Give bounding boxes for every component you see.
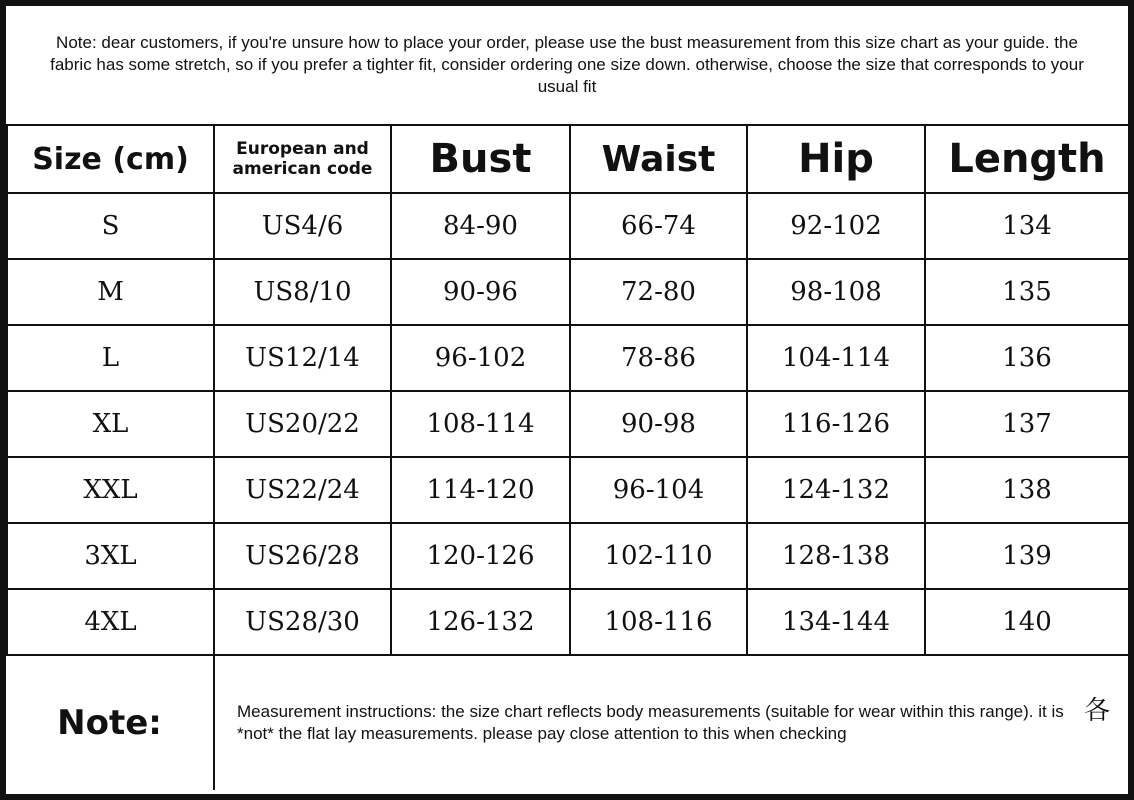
table-row: [7, 523, 1129, 589]
table-row: [7, 391, 1129, 457]
note-glyph: 各: [1083, 696, 1110, 726]
cell-hip: 92-102: [747, 193, 925, 259]
header-length: Length: [925, 125, 1129, 193]
cell-hip: 128-138: [747, 523, 925, 589]
cell-waist: 66-74: [570, 193, 747, 259]
cell-bust: 108-114: [391, 391, 570, 457]
cell-code: US26/28: [214, 523, 391, 589]
cell-code: US22/24: [214, 457, 391, 523]
cell-hip: 98-108: [747, 259, 925, 325]
cell-length: 135: [925, 259, 1129, 325]
top-note: Note: dear customers, if you're unsure how to place your order, please use the bust measurement from this size chart as your guide. the fabric has some stretch, so if you prefer a tighter fit, consider ordering one size down. otherwise, choose the size that corresponds to your usual fit: [50, 33, 1084, 96]
header-waist: Waist: [570, 125, 747, 193]
cell-bust: 90-96: [391, 259, 570, 325]
cell-size: 4XL: [7, 589, 214, 655]
cell-waist: 108-116: [570, 589, 747, 655]
header-code: European and american code: [214, 125, 391, 193]
cell-length: 140: [925, 589, 1129, 655]
size-chart-table: [6, 124, 1130, 656]
cell-size: XXL: [7, 457, 214, 523]
note-label: Note:: [6, 656, 215, 790]
cell-length: 138: [925, 457, 1129, 523]
cell-bust: 96-102: [391, 325, 570, 391]
cell-size: M: [7, 259, 214, 325]
cell-size: L: [7, 325, 214, 391]
table-row: [7, 589, 1129, 655]
cell-length: 136: [925, 325, 1129, 391]
table-row: [7, 325, 1129, 391]
measurement-instructions: Measurement instructions: the size chart reflects body measurements (suitable for wear within this range). it is *not* the flat lay measurements. please pay close attention to this when checking: [237, 702, 1064, 743]
bottom-note-row: [6, 654, 1128, 790]
cell-waist: 72-80: [570, 259, 747, 325]
table-row: [7, 259, 1129, 325]
cell-code: US28/30: [214, 589, 391, 655]
cell-waist: 102-110: [570, 523, 747, 589]
header-row: [7, 125, 1129, 193]
cell-bust: 120-126: [391, 523, 570, 589]
table-row: [7, 193, 1129, 259]
cell-size: S: [7, 193, 214, 259]
cell-bust: 126-132: [391, 589, 570, 655]
cell-code: US20/22: [214, 391, 391, 457]
header-hip: Hip: [747, 125, 925, 193]
cell-hip: 124-132: [747, 457, 925, 523]
cell-waist: 96-104: [570, 457, 747, 523]
cell-length: 139: [925, 523, 1129, 589]
cell-bust: 114-120: [391, 457, 570, 523]
cell-hip: 104-114: [747, 325, 925, 391]
cell-waist: 78-86: [570, 325, 747, 391]
cell-bust: 84-90: [391, 193, 570, 259]
header-bust: Bust: [391, 125, 570, 193]
cell-code: US12/14: [214, 325, 391, 391]
cell-size: 3XL: [7, 523, 214, 589]
cell-code: US8/10: [214, 259, 391, 325]
cell-hip: 116-126: [747, 391, 925, 457]
cell-code: US4/6: [214, 193, 391, 259]
cell-hip: 134-144: [747, 589, 925, 655]
header-size: Size (cm): [7, 125, 214, 193]
cell-size: XL: [7, 391, 214, 457]
cell-waist: 90-98: [570, 391, 747, 457]
cell-length: 137: [925, 391, 1129, 457]
table-row: [7, 457, 1129, 523]
cell-length: 134: [925, 193, 1129, 259]
